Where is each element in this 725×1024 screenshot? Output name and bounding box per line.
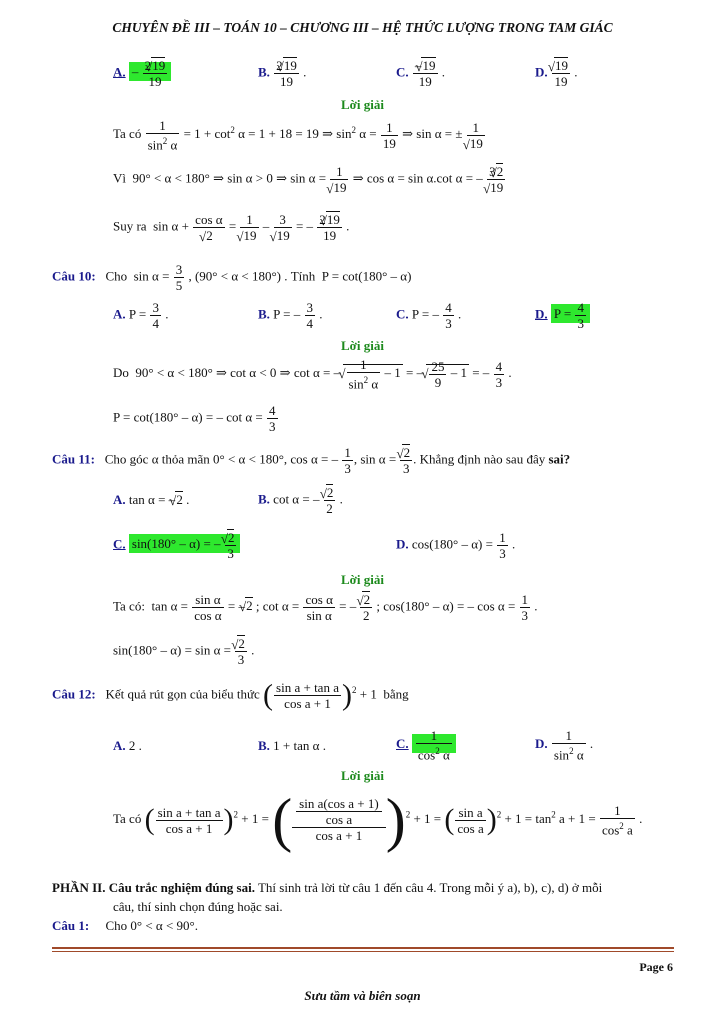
q11-option-d[interactable]: D. cos(180° – α) = $\frac{1}{3}$ . — [396, 530, 516, 561]
q11-solution-line-1: Ta có: tan α = $\frac{\text{sin α}}{\text{cos α}}$ = –√ 2 ; cot α = $\frac{\text{cos α}}{\text{sin α}}$ = – √ $\frac{2}{2}$ ; cos(180° – α) = – cos α = $\frac{1}{3}$ . — [113, 592, 538, 623]
q11-option-a[interactable]: A. tan α = –√ 2 . — [113, 492, 189, 508]
footer-rule — [52, 947, 674, 949]
page-number: Page 6 — [639, 960, 673, 974]
q10-solution-line-1: Do 90° < α < 180° ⇒ cot α < 0 ⇒ cot α = – √ $\frac{1}{\sin^2 \alpha}$ – 1 = – √ $\frac{25}{9}$ – 1 = – $\frac{4}{3}$ . — [113, 357, 512, 391]
solution-heading: Lời giải — [341, 768, 384, 783]
q10-stem: Câu 10: Cho sin α = $\frac{3}{5}$ , (90° < α < 180°) . Tính P = cot(180° – α) — [52, 262, 412, 293]
q12-option-d[interactable]: D. $\frac{1}{\sin^2 \alpha}$ . — [535, 728, 594, 763]
q9-option-d[interactable]: D. √ $\frac{19}{19}$ . — [535, 58, 578, 89]
q9-option-a[interactable]: A. – $\frac{2√ 19}{19}$ — [113, 58, 171, 89]
page-footer: Sưu tầm và biên soạn — [304, 988, 421, 1003]
q10-option-a[interactable]: A. P = $\frac{3}{4}$ . — [113, 300, 169, 331]
correct-answer-highlight: $\frac{1}{\cos^2 \alpha}$ — [412, 734, 456, 753]
correct-answer-highlight: P = $\frac{4}{3}$ — [551, 304, 590, 323]
q11-stem: Câu 11: Cho góc α thỏa mãn 0° < α < 180°, cos α = – $\frac{1}{3}$ , sin α = √ $\frac{2}{3}$ . Khẳng định nào sau đây sai? — [52, 445, 570, 476]
q9-solution-line-3: Suy ra sin α + cos α √ 2 = 1 √ 19 – 3 √ 19 = – $\frac{2√ 19}{19}$ . — [113, 212, 349, 243]
q11-solution-line-2: sin(180° – α) = sin α = √ $\frac{2}{3}$ . — [113, 636, 254, 667]
q11-option-b[interactable]: B. cot α = – √ $\frac{2}{2}$ . — [258, 485, 343, 516]
q12-option-a[interactable]: A. 2 . — [113, 738, 142, 753]
correct-answer-highlight: sin(180° – α) = – √ $\frac{2}{3}$ — [129, 534, 241, 553]
solution-heading: Lời giải — [341, 338, 384, 353]
q10-option-d[interactable]: D. P = $\frac{4}{3}$ — [535, 300, 590, 331]
q12-solution-line-1: Ta có ( $\frac{\text{sin a + tan a}}{\text{cos a + 1}}$ )$^2$ + 1 = ( $\frac{\frac{\text{sin a(cos a + 1)}}{\text{cos a}}}{\text{cos a + 1}}$ )$^2$ + 1 = ( $\frac{\text{sin a}}{\text{cos a}}$ )$^2 + 1 = \tan^2 a + 1$ = $\frac{1}{\cos^2 a}$ . — [113, 787, 643, 853]
q11-option-c[interactable]: C. sin(180° – α) = – √ $\frac{2}{3}$ — [113, 530, 240, 561]
q9-option-b[interactable]: B. $\frac{2√ 19}{19}$ . — [258, 58, 306, 89]
part2-line-2: câu, thí sinh chọn đúng hoặc sai. — [113, 899, 283, 914]
solution-heading: Lời giải — [341, 97, 384, 112]
page-header: CHUYÊN ĐỀ III – TOÁN 10 – CHƯƠNG III – HỆ THỨC LƯỢNG TRONG TAM GIÁC — [112, 20, 613, 35]
part2-line-1: PHẦN II. Câu trắc nghiệm đúng sai. Thí sinh trả lời từ câu 1 đến câu 4. Trong mỗi ý a), b), c), d) ở mỗi — [52, 880, 603, 895]
q10-option-c[interactable]: C. P = – $\frac{4}{3}$ . — [396, 300, 462, 331]
q12-option-b[interactable]: B. 1 + tan α . — [258, 738, 326, 753]
q10-solution-line-2: P = cot(180° – α) = – cot α = $\frac{4}{3}$ — [113, 403, 276, 434]
solution-heading: Lời giải — [341, 572, 384, 587]
q10-option-b[interactable]: B. P = – $\frac{3}{4}$ . — [258, 300, 323, 331]
q9-option-c[interactable]: C. $\frac{-√ 19}{19}$ . — [396, 58, 445, 89]
q12-stem: Câu 12: Kết quả rút gọn của biểu thức ( $\frac{\text{sin a + tan a}}{\text{cos a + 1}}$ )$^2$ + 1 bằng — [52, 678, 409, 712]
q9-solution-line-2: Vì 90° < α < 180° ⇒ sin α > 0 ⇒ sin α = 1 √ 19 ⇒ cos α = sin α.cot α = – 3√ 2 √ 19 — [113, 164, 506, 195]
q12-option-c[interactable]: C. $\frac{1}{\cos^2 \alpha}$ — [396, 728, 456, 762]
q1-stem: Câu 1: Cho 0° < α < 90°. — [52, 918, 198, 933]
correct-answer-highlight: – $\frac{2√ 19}{19}$ — [129, 62, 171, 81]
q9-solution-line-1: Ta có $\frac{1}{\sin^2 \alpha}$ = $1 + \cot^2 \alpha = 1 + 18 = 19$ ⇒ $\sin^2 \alpha$ = $\frac{1}{19}$ ⇒ sin α = ± 1 √ 19 — [113, 118, 486, 152]
footer-rule-thin — [52, 951, 674, 952]
